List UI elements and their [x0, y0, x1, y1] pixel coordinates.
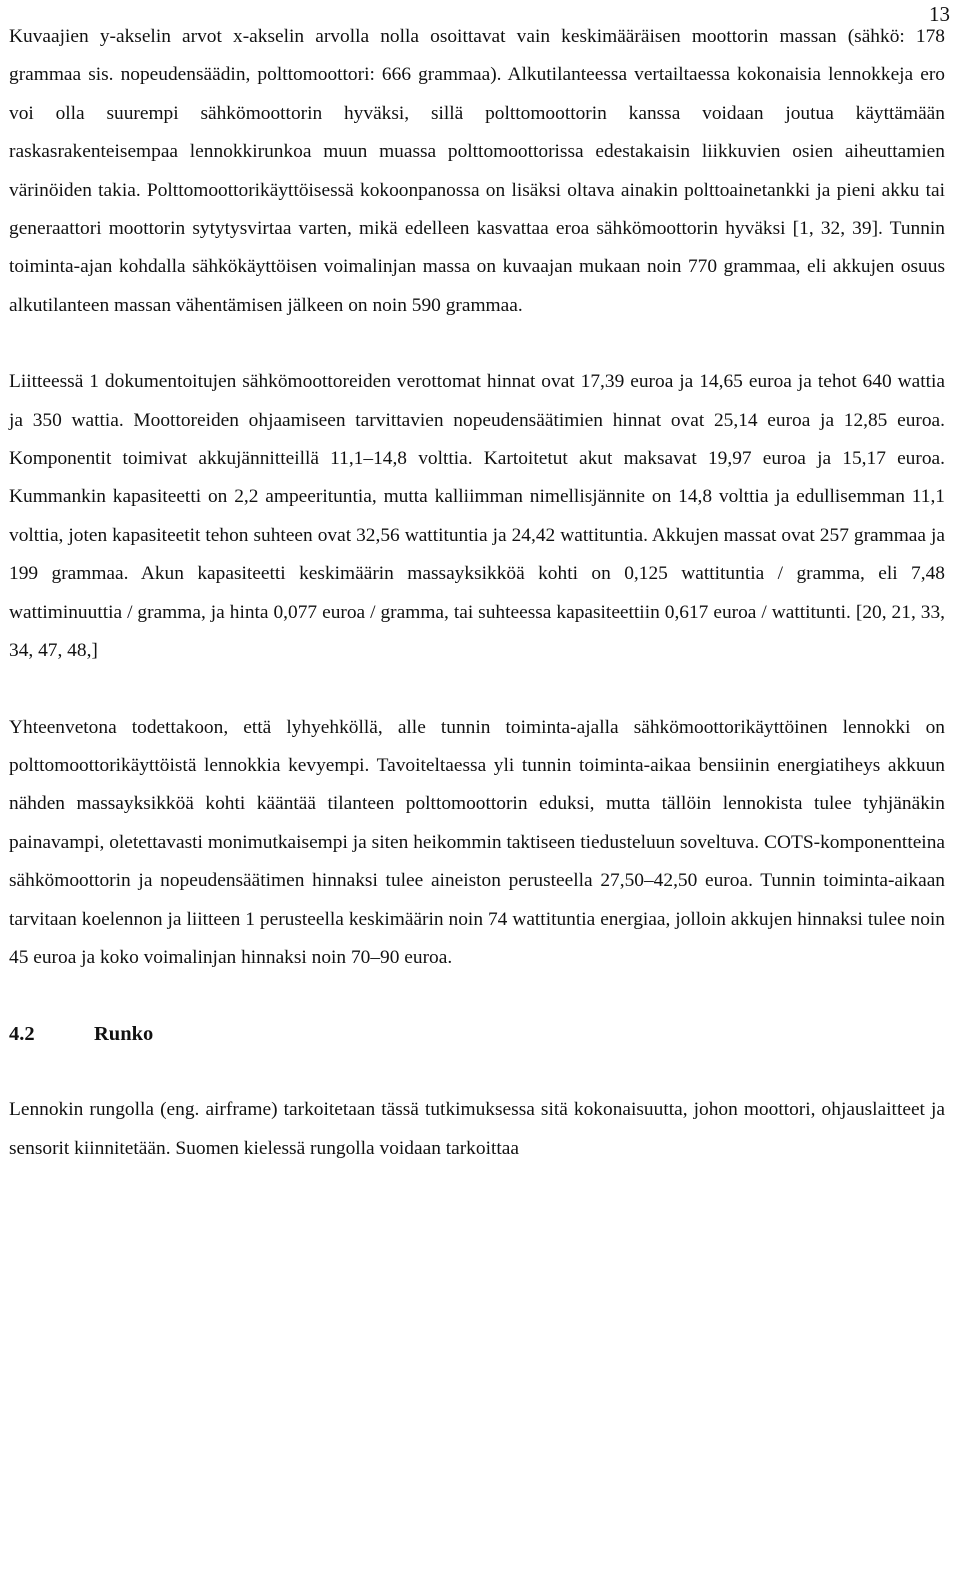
section-title: Runko: [94, 1023, 154, 1046]
paragraph-summary: Yhteenvetona todettakoon, että lyhyehköllä, alle tunnin toiminta-ajalla sähkömoottorikäyttöinen lennokki on polttomoottorikäyttöistä lennokkia kevyempi. Tavoiteltaessa yli tunnin toiminta-aikaa bensiinin energiatiheys akkuun nähden massayksikköä kohti kääntää tilanteen polttomoottorin eduksi, mutta tällöin lennokista tulee tyhjänäkin painavampi, oletettavasti monimutkaisempi ja siten heikommin taktiseen tiedusteluun soveltuva. COTS-komponentteina sähkömoottorin ja nopeudensäätimen hinnaksi tulee aineiston perusteella 27,50–42,50 euroa. Tunnin toiminta-aikaan tarvitaan koelennon ja liitteen 1 perusteella keskimäärin noin 74 wattituntia energiaa, jolloin akkujen hinnaksi tulee noin 45 euroa ja koko voimalinjan hinnaksi noin 70–90 euroa.: [9, 716, 945, 968]
document-body: [9, 18, 945, 1168]
paragraph-spacer: [9, 977, 945, 1015]
paragraph-component-prices: Liitteessä 1 dokumentoitujen sähkömoottoreiden verottomat hinnat ovat 17,39 euroa ja 14,65 euroa ja tehot 640 wattia ja 350 wattia. Moottoreiden ohjaamiseen tarvittavien nopeudensäätimien hinnat ovat 25,14 euroa ja 12,85 euroa. Komponentit toimivat akkujännitteillä 11,1–14,8 volttia. Kartoitetut akut maksavat 19,97 euroa ja 15,17 euroa. Kummankin kapasiteetti on 2,2 ampeerituntia, mutta kalliimman nimellisjännite on 14,8 volttia ja edullisemman 11,1 volttia, joten kapasiteetit tehon suhteen ovat 32,56 wattituntia ja 24,42 wattituntia. Akkujen massat ovat 257 grammaa ja 199 grammaa. Akun kapasiteetti keskimäärin massayksikköä kohti on 0,125 wattituntia / gramma, eli 7,48 wattiminuuttia / gramma, ja hinta 0,077 euroa / gramma, tai suhteessa kapasiteettiin 0,617 euroa / wattitunti. [20, 21, 33, 34, 47, 48,]: [9, 371, 945, 662]
section-heading: [9, 1015, 945, 1053]
paragraph-spacer: [9, 1053, 945, 1091]
paragraph-airframe: Lennokin rungolla (eng. airframe) tarkoitetaan tässä tutkimuksessa sitä kokonaisuutta, johon moottori, ohjauslaitteet ja sensorit kiinnitetään. Suomen kielessä rungolla voidaan tarkoittaa: [9, 1099, 945, 1159]
paragraph-spacer: [9, 325, 945, 363]
section-number: 4.2: [9, 1023, 35, 1046]
paragraph-motor-mass: Kuvaajien y-akselin arvot x-akselin arvolla nolla osoittavat vain keskimääräisen moottorin massan (sähkö: 178 grammaa sis. nopeudensäädin, polttomoottori: 666 grammaa). Alkutilanteessa vertailtaessa kokonaisia lennokkeja ero voi olla suurempi sähkömoottorin hyväksi, sillä polttomoottorin kanssa voidaan joutua käyttämään raskasrakenteisempaa lennokkirunkoa muun muassa polttomoottorissa edestakaisin liikkuvien osien aiheuttamien värinöiden takia. Polttomoottorikäyttöisessä kokoonpanossa on lisäksi oltava ainakin polttoainetankki ja pieni akku tai generaattori moottorin sytytysvirtaa varten, mikä edelleen kasvattaa eroa sähkömoottorin hyväksi [1, 32, 39]. Tunnin toiminta-ajan kohdalla sähkökäyttöisen voimalinjan massa on kuvaajan mukaan noin 770 grammaa, eli akkujen osuus alkutilanteen massan vähentämisen jälkeen on noin 590 grammaa.: [9, 26, 945, 316]
paragraph-spacer: [9, 671, 945, 709]
page-number: 13: [929, 2, 950, 26]
